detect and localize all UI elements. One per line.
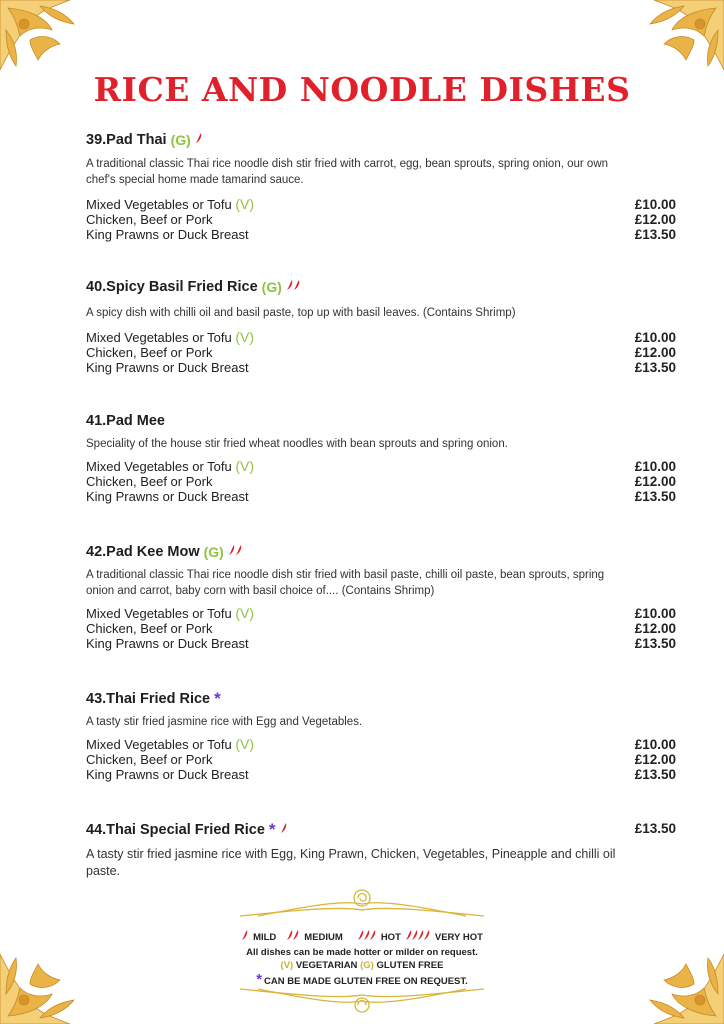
chili-hot-icon xyxy=(357,929,377,946)
footer-ornament-top xyxy=(238,886,486,920)
legend-diet-tags xyxy=(200,959,524,973)
legend-hot: HOT xyxy=(380,931,401,943)
legend-gluten-label: GLUTEN FREE xyxy=(376,960,444,971)
price: £10.00 xyxy=(634,197,676,212)
gluten-tag: (G) xyxy=(261,279,282,295)
price-row xyxy=(86,636,676,651)
dish-description: A traditional classic Thai rice noodle dish stir fried with basil paste, chilli oil paste, bean sprouts, spring onion and carrot, baby corn with basil choice of.... (Contains Shrimp) xyxy=(86,569,605,597)
price-row xyxy=(86,227,676,242)
dish-name: 40.Spicy Basil Fried Rice xyxy=(86,279,258,295)
option-name: Chicken, Beef or Pork xyxy=(86,474,213,489)
option-name: King Prawns or Duck Breast xyxy=(86,227,249,242)
legend-veg-label: VEGETARIAN xyxy=(295,960,358,971)
price: £13.50 xyxy=(634,821,676,836)
price-row xyxy=(86,752,676,767)
chili-icon xyxy=(293,279,300,291)
spice-level xyxy=(224,543,242,561)
price-row xyxy=(86,621,676,636)
chili-very-hot-icon xyxy=(405,929,431,946)
price: £13.50 xyxy=(634,767,676,782)
chili-icon xyxy=(286,279,293,291)
legend-very-hot: VERY HOT xyxy=(434,931,483,943)
gluten-tag: (G) xyxy=(203,544,224,560)
price: £12.00 xyxy=(634,212,676,227)
veg-tag: (V) xyxy=(235,605,255,621)
price: £10.00 xyxy=(634,606,676,621)
footer-ornament-bottom xyxy=(238,985,486,1015)
option-name: King Prawns or Duck Breast xyxy=(86,360,249,375)
price: £13.50 xyxy=(634,489,676,504)
option-name: King Prawns or Duck Breast xyxy=(86,636,249,651)
price-row xyxy=(86,212,676,227)
dish-name: 41.Pad Mee xyxy=(86,413,165,429)
option-name: Chicken, Beef or Pork xyxy=(86,212,213,227)
legend-star-icon: * xyxy=(256,970,263,988)
dish-description: A tasty stir fried jasmine rice with Egg, King Prawn, Chicken, Vegetables, Pineapple and chilli oil paste. xyxy=(86,847,616,878)
price: £12.00 xyxy=(634,752,676,767)
option-name: Mixed Vegetables or Tofu xyxy=(86,197,232,212)
corner-ornament-bottom-right xyxy=(632,932,724,1024)
price-row xyxy=(86,197,676,212)
option-name: Mixed Vegetables or Tofu xyxy=(86,737,232,752)
price: £12.00 xyxy=(634,474,676,489)
chili-icon xyxy=(228,544,235,556)
price-row xyxy=(86,606,676,621)
option-name: Mixed Vegetables or Tofu xyxy=(86,330,232,345)
price-row xyxy=(86,767,676,782)
option-name: Mixed Vegetables or Tofu xyxy=(86,606,232,621)
option-name: King Prawns or Duck Breast xyxy=(86,489,249,504)
dish-40 xyxy=(86,277,676,375)
page-title: RICE AND NOODLE DISHES xyxy=(93,70,631,109)
legend-mild: MILD xyxy=(253,931,277,943)
chili-icon xyxy=(195,132,202,144)
dish-description: A spicy dish with chilli oil and basil paste, top up with basil leaves. (Contains Shrimp) xyxy=(86,307,516,319)
veg-tag: (V) xyxy=(235,329,255,345)
legend-gluten-tag: (G) xyxy=(360,960,374,971)
chili-mild-icon xyxy=(241,929,249,946)
price: £13.50 xyxy=(634,227,676,242)
price: £12.00 xyxy=(634,621,676,636)
dish-description: A traditional classic Thai rice noodle dish stir fried with carrot, egg, bean sprouts, spring onion, our own chef's special home made tamarind sauce. xyxy=(86,158,609,186)
dish-name: 42.Pad Kee Mow xyxy=(86,544,200,560)
dish-name: 39.Pad Thai xyxy=(86,132,167,148)
spice-level xyxy=(191,131,202,149)
price-row xyxy=(86,345,676,360)
dish-41 xyxy=(86,411,676,504)
price: £12.00 xyxy=(634,345,676,360)
legend-veg-tag: (V) xyxy=(280,960,294,971)
chili-medium-icon xyxy=(286,929,300,946)
price: £13.50 xyxy=(634,636,676,651)
dish-description: Speciality of the house stir fried wheat noodles with bean sprouts and spring onion. xyxy=(86,438,508,450)
gluten-free-request-star-icon: * xyxy=(268,820,276,839)
price: £13.50 xyxy=(634,360,676,375)
price-row xyxy=(86,489,676,504)
price-row xyxy=(86,474,676,489)
veg-tag: (V) xyxy=(235,736,255,752)
veg-tag: (V) xyxy=(235,458,255,474)
option-name: Chicken, Beef or Pork xyxy=(86,345,213,360)
spice-legend xyxy=(200,929,524,988)
option-name: Mixed Vegetables or Tofu xyxy=(86,459,232,474)
dish-name: 43.Thai Fried Rice xyxy=(86,691,211,707)
price-row xyxy=(86,330,676,345)
dish-description: A tasty stir fried jasmine rice with Egg and Vegetables. xyxy=(86,716,363,728)
legend-medium: MEDIUM xyxy=(304,931,343,943)
dish-name: 44.Thai Special Fried Rice xyxy=(86,822,265,838)
dish-43 xyxy=(86,689,676,782)
spice-level xyxy=(276,821,287,839)
price-row xyxy=(86,459,676,474)
option-name: Chicken, Beef or Pork xyxy=(86,621,213,636)
veg-tag: (V) xyxy=(235,196,255,212)
price-row xyxy=(86,360,676,375)
price-row xyxy=(86,737,676,752)
price: £10.00 xyxy=(634,330,676,345)
chili-icon xyxy=(235,544,242,556)
gluten-free-request-star-icon: * xyxy=(214,689,221,708)
option-name: Chicken, Beef or Pork xyxy=(86,752,213,767)
price: £10.00 xyxy=(634,459,676,474)
gluten-tag: (G) xyxy=(170,132,191,148)
legend-note: All dishes can be made hotter or milder on request. xyxy=(246,946,478,958)
chili-icon xyxy=(280,822,287,834)
price: £10.00 xyxy=(634,737,676,752)
dish-44 xyxy=(86,820,676,880)
dish-39 xyxy=(86,130,676,242)
option-name: King Prawns or Duck Breast xyxy=(86,767,249,782)
dish-42 xyxy=(86,542,676,651)
spice-level xyxy=(282,278,300,296)
corner-ornament-bottom-left xyxy=(0,932,92,1024)
legend-gluten-request-text: CAN BE MADE GLUTEN FREE ON REQUEST. xyxy=(264,975,468,987)
